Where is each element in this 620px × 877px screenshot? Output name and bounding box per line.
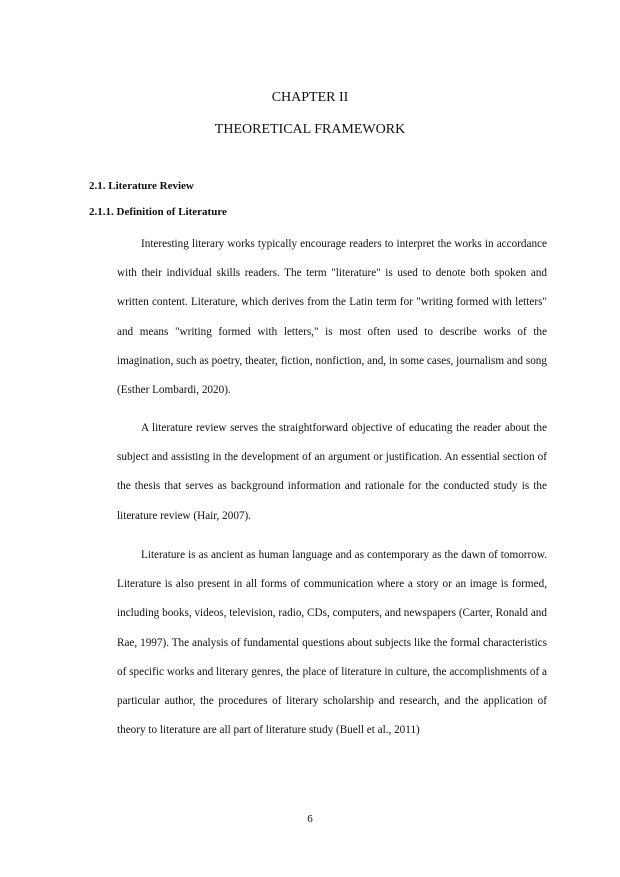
page-number: 6 [307,813,313,825]
chapter-subtitle: THEORETICAL FRAMEWORK [214,122,406,137]
subsection-heading-definition-of-literature: 2.1.1. Definition of Literature [89,206,227,218]
paragraph-1: Interesting literary works typically encourage readers to interpret the works in accordance with their individual skills readers. The term "literature" is used to denote both spoken and written content. Literature, which derives from the Latin term for "writing formed with letters" and means "writing formed with letters," is most often used to describe works of the imagination, such as poetry, theater, fiction, nonfiction, and, in some cases, journalism and song (Esther Lombardi, 2020). [117,238,547,397]
paragraph-3: Literature is as ancient as human language and as contemporary as the dawn of tomorrow. Literature is also present in all forms of communication where a story or an image is formed, including books, videos, television, radio, CDs, computers, and newspapers (Carter, Ronald and Rae, 1997). The analysis of fundamental questions about subjects like the formal characteristics of specific works and literary genres, the place of literature in culture, the accomplishments of a particular author, the procedures of literary scholarship and research, and the application of theory to literature are all part of literature study (Buell et al., 2011) [117,549,547,737]
section-heading-literature-review: 2.1. Literature Review [89,180,194,192]
chapter-title: CHAPTER II [271,90,349,105]
paragraph-2: A literature review serves the straightforward objective of educating the reader about the subject and assisting in the development of an argument or justification. An essential section of the thesis that serves as background information and rationale for the conducted study is the literature review (Hair, 2007). [117,422,547,522]
